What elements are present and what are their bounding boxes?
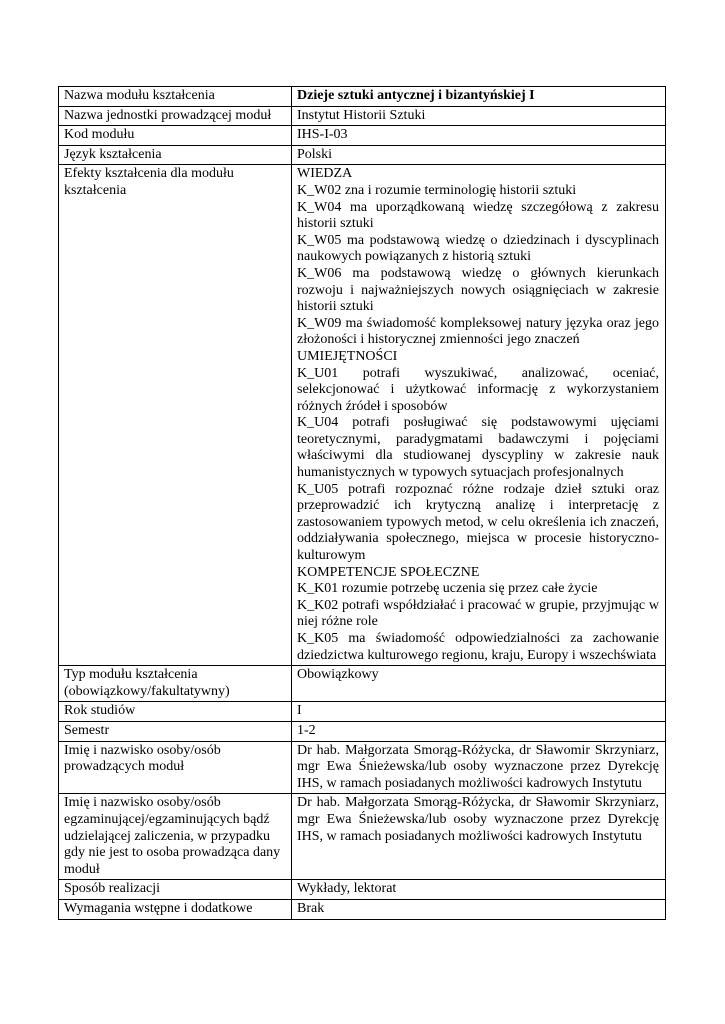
row-label: Nazwa jednostki prowadzącej moduł	[59, 106, 292, 126]
row-label: Wymagania wstępne i dodatkowe	[59, 899, 292, 919]
module-description-table	[58, 86, 666, 920]
module-name-value: Dzieje sztuki antycznej i bizantyńskiej I	[292, 87, 666, 107]
table-row-semester	[59, 721, 666, 741]
outcome-k-w09: K_W09 ma świadomość kompleksowej natury języka oraz jego złożoności i historycznej zmienności jego znaczeń	[297, 315, 659, 348]
row-label: Imię i nazwisko osoby/osób egzaminującej/egzaminujących bądź udzielającej zaliczenia, w przypadku gdy nie jest to osoba prowadząca dany moduł	[59, 794, 292, 880]
outcome-k-w05: K_W05 ma podstawową wiedzę o dziedzinach i dyscyplinach naukowych powiązanych z historią sztuki	[297, 232, 659, 265]
table-row-code	[59, 126, 666, 146]
table-row-lecturers	[59, 741, 666, 794]
outcome-k-k02: K_K02 potrafi współdziałać i pracować w grupie, przyjmując w niej różne role	[297, 597, 659, 630]
table-row-study-year	[59, 702, 666, 722]
row-label: Imię i nazwisko osoby/osób prowadzących moduł	[59, 741, 292, 794]
outcome-k-u05: K_U05 potrafi rozpoznać różne rodzaje dzieł sztuki oraz przeprowadzić ich krytyczną analizę i interpretację z zastosowaniem typowych metod, w celu określenia ich znaczeń, oddziaływania społecznego, miejsca w procesie historyczno-kulturowym	[297, 481, 659, 564]
row-label: Rok studiów	[59, 702, 292, 722]
row-label: Język kształcenia	[59, 145, 292, 165]
row-label: Sposób realizacji	[59, 880, 292, 900]
section-heading-skills: UMIEJĘTNOŚCI	[297, 348, 398, 364]
examiners-value: Dr hab. Małgorzata Smorąg-Różycka, dr Sławomir Skrzyniarz, mgr Ewa Śnieżewska/lub osoby wyznaczone przez Dyrekcję IHS, w ramach posiadanych możliwości kadrowych Instytutu	[292, 794, 666, 880]
outcome-k-w06: K_W06 ma podstawową wiedzę o głównych kierunkach rozwoju i najważniejszych nowych osiągnięciach w zakresie historii sztuki	[297, 265, 659, 315]
row-label: Nazwa modułu kształcenia	[59, 87, 292, 107]
row-label: Semestr	[59, 721, 292, 741]
table-row-learning-outcomes	[59, 165, 666, 666]
delivery-method-value: Wykłady, lektorat	[292, 880, 666, 900]
outcome-k-u01: K_U01 potrafi wyszukiwać, analizować, oceniać, selekcjonować i użytkować informację z wykorzystaniem różnych źródeł i sposobów	[297, 365, 659, 414]
table-row-prerequisites	[59, 899, 666, 919]
prerequisites-value: Brak	[292, 899, 666, 919]
study-year-value: I	[292, 702, 666, 722]
language-value: Polski	[292, 145, 666, 165]
table-row-module-name	[59, 87, 666, 107]
table-row-module-type	[59, 666, 666, 702]
section-heading-knowledge: WIEDZA	[297, 166, 353, 182]
table-row-language	[59, 145, 666, 165]
outcome-k-k05: K_K05 ma świadomość odpowiedzialności za zachowanie dziedzictwa kulturowego regionu, kraju, Europy i wszechświata	[297, 631, 659, 663]
row-label: Kod modułu	[59, 126, 292, 146]
outcome-k-w02: K_W02 zna i rozumie terminologię historii sztuki	[297, 182, 577, 198]
lecturers-value: Dr hab. Małgorzata Smorąg-Różycka, dr Sławomir Skrzyniarz, mgr Ewa Śnieżewska/lub osoby wyznaczone przez Dyrekcję IHS, w ramach posiadanych możliwości kadrowych Instytutu	[292, 741, 666, 794]
row-label: Efekty kształcenia dla modułu kształcenia	[59, 165, 292, 666]
semester-value: 1-2	[292, 721, 666, 741]
table-row-delivery-method	[59, 880, 666, 900]
row-label: Typ modułu kształcenia (obowiązkowy/fakultatywny)	[59, 666, 292, 702]
section-heading-social-competences: KOMPETENCJE SPOŁECZNE	[297, 564, 480, 580]
outcome-k-k01: K_K01 rozumie potrzebę uczenia się przez całe życie	[297, 581, 598, 597]
module-type-value: Obowiązkowy	[292, 666, 666, 702]
table-row-examiners	[59, 794, 666, 880]
outcome-k-w04: K_W04 ma uporządkowaną wiedzę szczegółową z zakresu historii sztuki	[297, 199, 659, 232]
module-code-value: IHS-I-03	[292, 126, 666, 146]
learning-outcomes-value	[292, 165, 666, 666]
table-row-unit	[59, 106, 666, 126]
outcome-k-u04: K_U04 potrafi posługiwać się podstawowymi ujęciami teoretycznymi, paradygmatami badawczymi i pojęciami właściwymi dla studiowanej dyscypliny w zakresie nauk humanistycznych w typowych sytuacjach profesjonalnych	[297, 415, 659, 481]
unit-value: Instytut Historii Sztuki	[292, 106, 666, 126]
